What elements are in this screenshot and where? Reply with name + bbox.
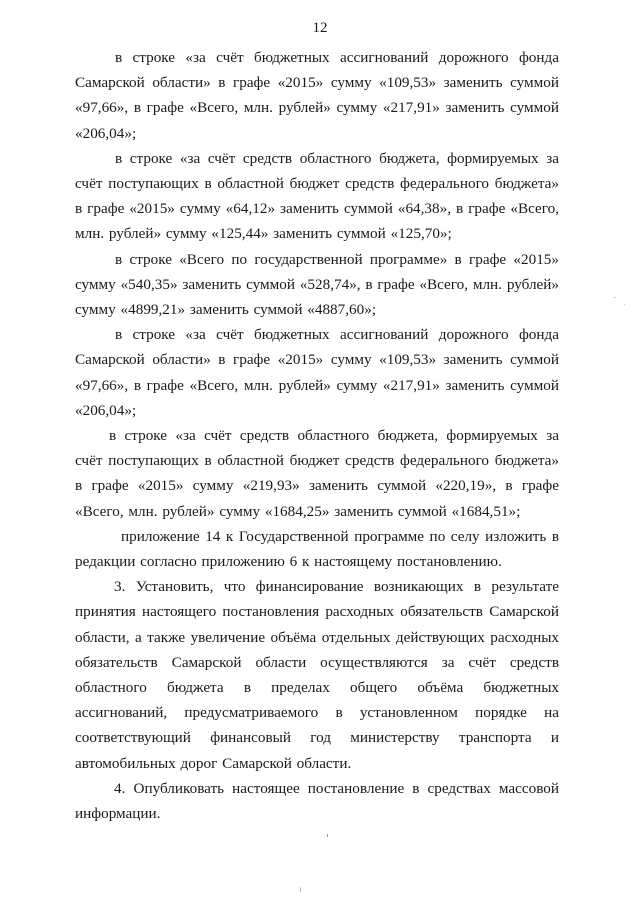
- paragraph-item-4-publish: 4. Опубликовать настоящее постановление в средствах массовой информации.: [75, 779, 559, 823]
- scan-speck: [624, 304, 625, 305]
- page-number: 12: [312, 20, 328, 36]
- scan-speck: [614, 297, 616, 298]
- scan-speck: [327, 834, 328, 837]
- paragraph-federal-funds-1: в строке «за счёт средств областного бюджета, формируемых за счёт поступающих в областной бюджет средств федерального бюджета» в графе «2015» сумму «64,12» заменить суммой «64,38», в графе «Всего, млн. рублей» сумму «125,44» заменить суммой «125,70»;: [75, 149, 559, 243]
- paragraph-road-fund-2: в строке «за счёт бюджетных ассигнований дорожного фонда Самарской области» в графе «2015» сумму «109,53» заменить суммой «97,66», в графе «Всего, млн. рублей» сумму «217,91» заменить суммой «206,04»;: [75, 326, 559, 419]
- document-body: [75, 45, 559, 826]
- paragraph-appendix-14: приложение 14 к Государственной программе по селу изложить в редакции согласно приложению 6 к настоящему постановлению.: [75, 527, 559, 571]
- paragraph-item-3-financing: 3. Установить, что финансирование возникающих в результате принятия настоящего постановления расходных обязательств Самарской области, а также увеличение объёма отдельных действующих расходных обязательств Самарской области осуществляются за счёт средств областного бюджета в пределах общего объёма бюджетных ассигнований, предусматриваемого в установленном порядке на соответствующий финансовый год министерству транспорта и автомобильных дорог Самарской области.: [75, 578, 559, 772]
- paragraph-program-total: в строке «Всего по государственной программе» в графе «2015» сумму «540,35» заменить суммой «528,74», в графе «Всего, млн. рублей» сумму «4899,21» заменить суммой «4887,60»;: [75, 250, 559, 319]
- scan-speck: [300, 887, 301, 892]
- paragraph-federal-funds-2: в строке «за счёт средств областного бюджета, формируемых за счёт поступающих в областной бюджет средств федерального бюджета» в графе «2015» сумму «219,93» заменить суммой «220,19», в графе «Всего, млн. рублей» сумму «1684,25» заменить суммой «1684,51»;: [75, 427, 559, 520]
- paragraph-road-fund-1: в строке «за счёт бюджетных ассигнований дорожного фонда Самарской области» в графе «2015» сумму «109,53» заменить суммой «97,66», в графе «Всего, млн. рублей» сумму «217,91» заменить суммой «206,04»;: [75, 49, 559, 142]
